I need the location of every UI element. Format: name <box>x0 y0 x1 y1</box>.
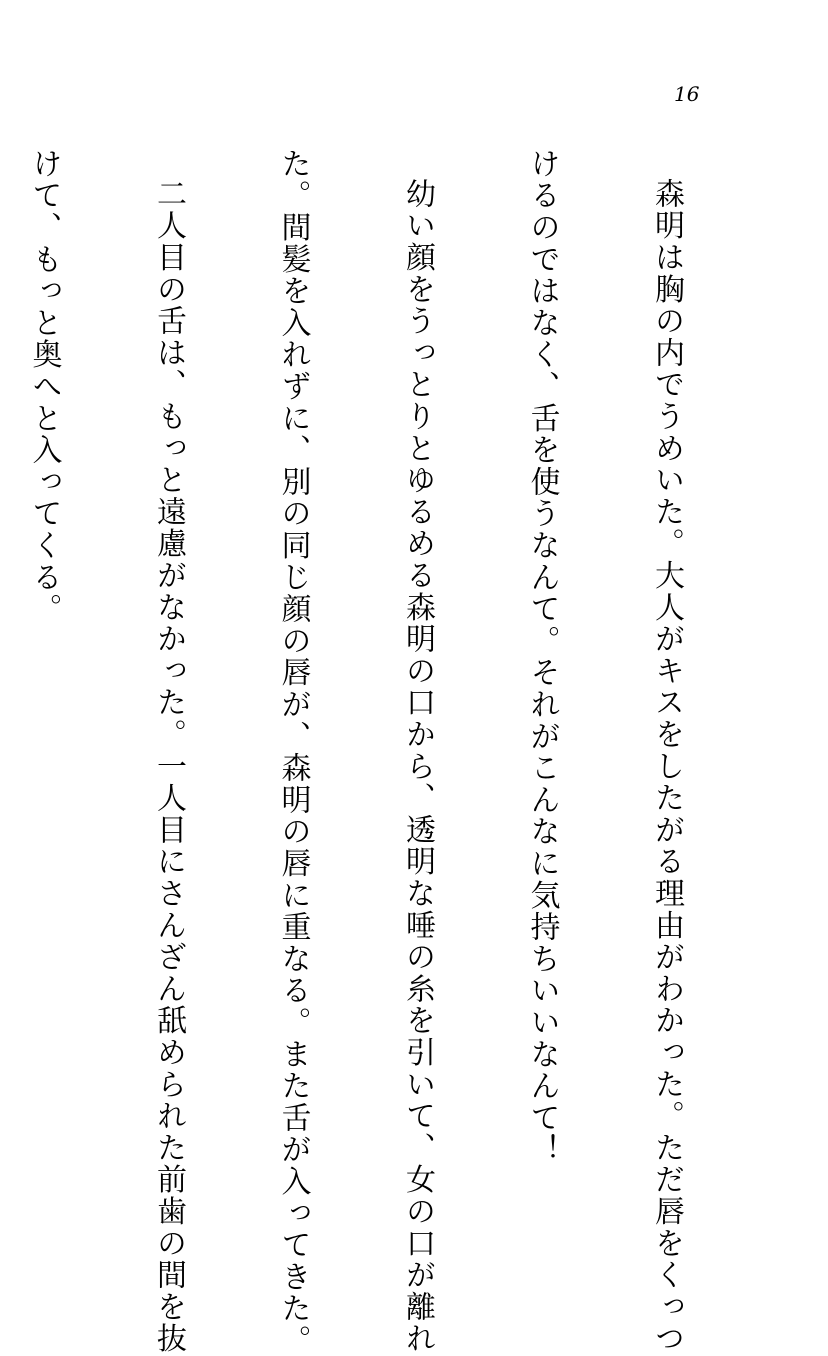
text-line: けて、もっと奥へと入ってくる。 <box>26 148 62 625</box>
text-line: 幼い顔をうっとりとゆるめる森明の口から、透明な唾の糸を引いて、女の口が離れ <box>400 178 435 1355</box>
vertical-text-body <box>0 148 770 1356</box>
text-line: 森明は胸の内でうめいた。大人がキスをしたがる理由がわかった。ただ唇をくっつ <box>649 178 684 1355</box>
text-line: 二人目の舌は、もっと遠慮がなかった。一人目にさんざん舐められた前歯の間を抜 <box>151 178 186 1355</box>
text-line: けるのではなく、舌を使うなんて。それがこんなに気持ちいいなんて！ <box>524 148 560 1166</box>
page-number: 16 <box>674 82 700 106</box>
text-line: た。間髪を入れずに、別の同じ顔の唇が、森明の唇に重なる。また舌が入ってきた。 <box>275 148 311 1356</box>
